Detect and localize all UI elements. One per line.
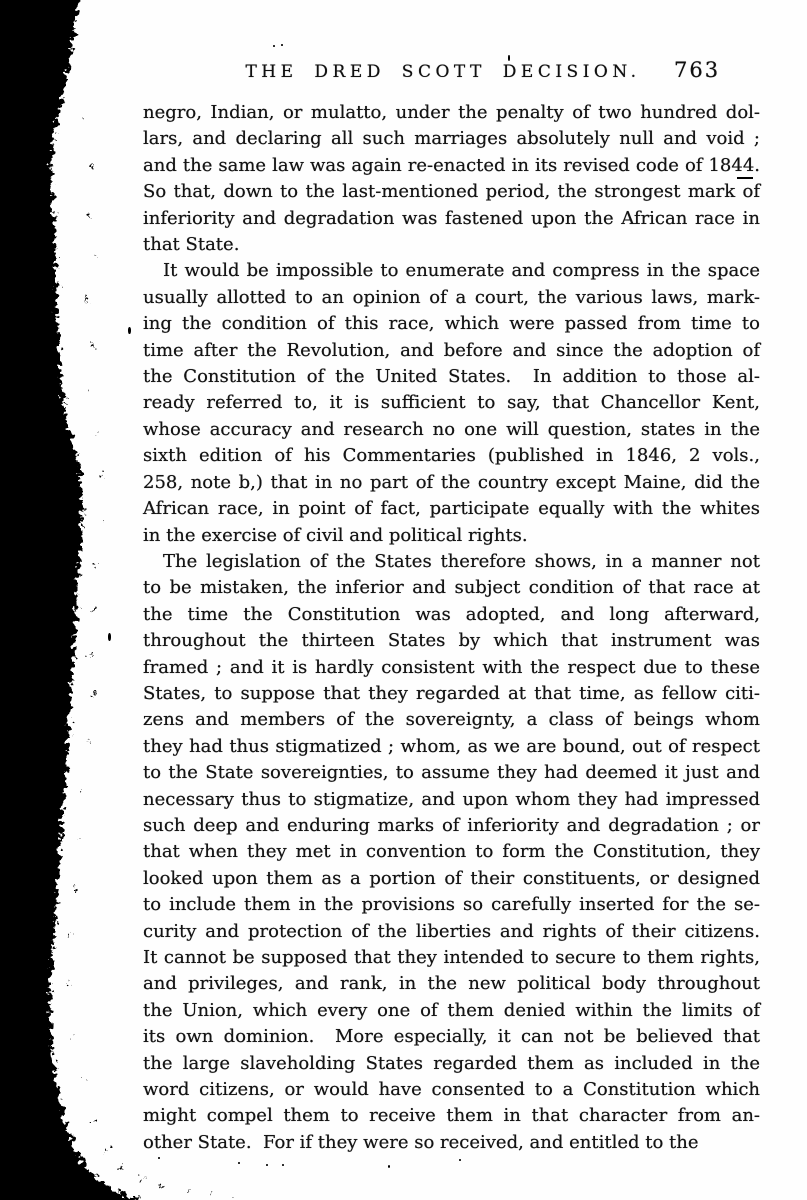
page-number: 763 — [674, 58, 721, 82]
scan-speck — [266, 1164, 268, 1166]
text-line: whose accuracy and research no one will question, states in the — [143, 418, 760, 440]
scan-speck — [281, 44, 283, 46]
text-line: the Union, which every one of them denied within the limits of — [143, 999, 760, 1021]
scan-speck — [388, 1165, 390, 1168]
text-line: the large slaveholding States regarded them as included in the — [143, 1052, 760, 1074]
text-line: curity and protection of the liberties and rights of their citizens. — [143, 920, 760, 942]
scan-speck — [459, 1159, 461, 1161]
text-line: to include them in the provisions so carefully inserted for the se- — [143, 894, 760, 916]
text-line: The legislation of the States therefore shows, in a manner not — [163, 550, 760, 572]
text-line: lars, and declaring all such marriages absolutely null and void ; — [143, 128, 760, 150]
text-line: and privileges, and rank, in the new political body throughout — [143, 973, 760, 995]
text-line: in the exercise of civil and political rights. — [143, 524, 528, 546]
scan-speck — [238, 1162, 240, 1164]
text-line: such deep and enduring marks of inferiority and degradation ; or — [143, 814, 760, 836]
text-line: its own dominion. More especially, it can not be believed that — [143, 1026, 760, 1048]
text-line: that State. — [143, 234, 240, 256]
text-line: negro, Indian, or mulatto, under the penalty of two hundred dol- — [143, 102, 760, 123]
text-line: 258, note b,) that in no part of the country except Maine, did the — [143, 471, 760, 493]
text-line: framed ; and it is hardly consistent with the respect due to these — [143, 656, 760, 678]
scan-speck — [128, 327, 131, 334]
scan-speck — [282, 1164, 284, 1166]
text-line: necessary thus to stigmatize, and upon whom they had impressed — [143, 788, 760, 810]
running-header-title: THE DRED SCOTT DECISION. — [245, 62, 641, 82]
text-line: that when they met in convention to form the Constitution, they — [143, 841, 760, 863]
text-line: zens and members of the sovereignty, a class of beings whom — [143, 709, 760, 731]
text-line: word citizens, or would have consented to a Constitution which — [143, 1079, 760, 1101]
text-line: It would be impossible to enumerate and compress in the space — [163, 260, 760, 282]
text-line: African race, in point of fact, participate equally with the whites — [143, 498, 760, 520]
text-line: to the State sovereignties, to assume they had deemed it just and — [143, 762, 760, 784]
scan-speck — [158, 1157, 160, 1159]
text-line: and the same law was again re-enacted in its revised code of 1844. — [143, 154, 760, 176]
scan-speck — [508, 55, 510, 61]
scan-speck — [108, 633, 111, 641]
text-line: throughout the thirteen States by which that instrument was — [143, 630, 760, 652]
text-line: the time the Constitution was adopted, and long afterward, — [143, 603, 760, 625]
text-line: sixth edition of his Commentaries (published in 1846, 2 vols., — [143, 445, 760, 467]
text-line: the Constitution of the United States. In addition to those al- — [143, 366, 760, 388]
text-line: they had thus stigmatized ; whom, as we are bound, out of respect — [143, 735, 760, 757]
text-line: other State. For if they were so received, and entitled to the — [143, 1131, 699, 1153]
text-line: States, to suppose that they regarded at that time, as fellow citi- — [143, 682, 760, 704]
text-line: It cannot be supposed that they intended to secure to them rights, — [143, 947, 760, 968]
text-line: usually allotted to an opinion of a court, the various laws, mark- — [143, 286, 760, 308]
text-line: So that, down to the last-mentioned period, the strongest mark of — [143, 181, 760, 203]
paragraph — [143, 549, 760, 1156]
paragraph — [143, 100, 760, 258]
text-line: to be mistaken, the inferior and subject condition of that race at — [143, 577, 760, 599]
text-line: might compel them to receive them in that character from an- — [143, 1105, 760, 1127]
text-line: inferiority and degradation was fastened upon the African race in — [143, 207, 760, 229]
text-line: looked upon them as a portion of their constituents, or designed — [143, 867, 760, 889]
scan-speck — [273, 45, 275, 47]
text-line: time after the Revolution, and before and since the adoption of — [143, 339, 760, 361]
paragraph — [143, 258, 760, 548]
text-line: ing the condition of this race, which were passed from time to — [143, 313, 760, 335]
text-line: ready referred to, it is sufficient to say, that Chancellor Kent, — [143, 392, 760, 414]
page-body — [143, 100, 760, 1156]
